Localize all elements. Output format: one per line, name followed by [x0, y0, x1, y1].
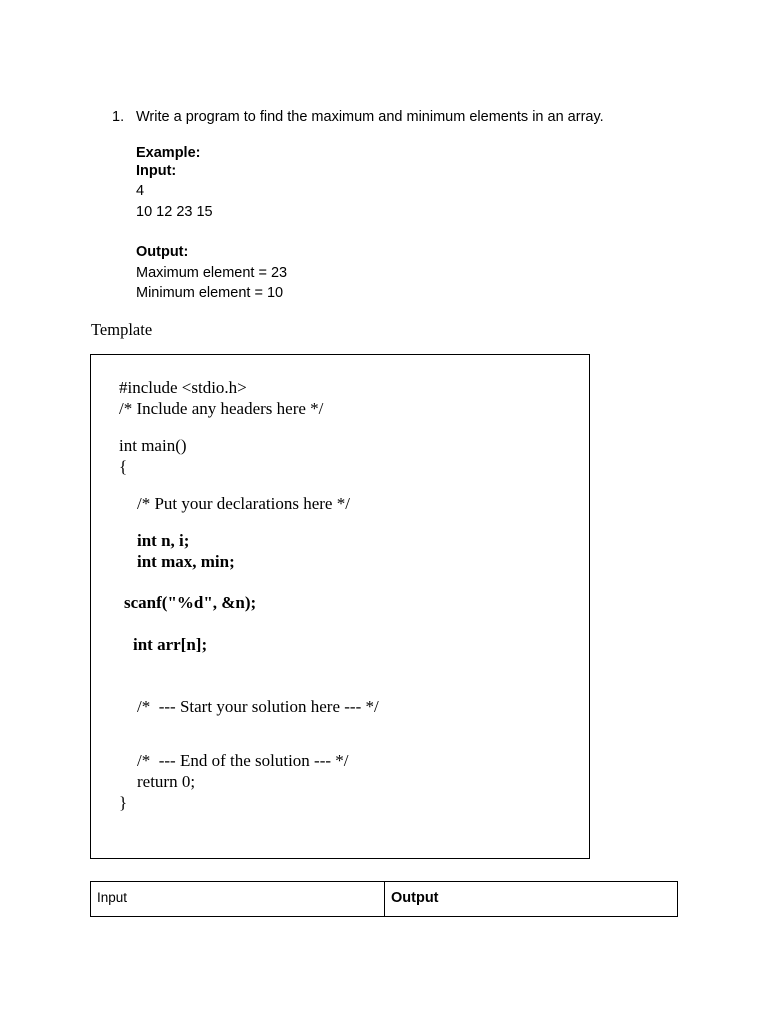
input-line-values: 10 12 23 15 [136, 203, 213, 220]
code-line-return: return 0; [137, 772, 196, 791]
code-line-declarations-comment: /* Put your declarations here */ [137, 494, 350, 513]
code-line-open-brace: { [119, 457, 128, 476]
code-line-close-brace: } [119, 793, 128, 812]
code-line-include: #include <stdio.h> [119, 378, 247, 397]
input-line-count: 4 [136, 183, 145, 199]
output-line-max: Maximum element = 23 [136, 264, 288, 281]
code-line-main: int main() [119, 436, 187, 455]
question-number: 1. [112, 109, 125, 125]
code-line-scanf: scanf("%d", &n); [124, 593, 257, 612]
io-table [90, 881, 678, 917]
input-label: Input: [136, 162, 177, 179]
example-gap [136, 222, 287, 242]
output-label: Output: [136, 244, 189, 260]
code-line-int-max-min: int max, min; [137, 552, 235, 571]
io-table-input-header: Input [91, 882, 385, 916]
example-block [136, 143, 287, 304]
code-line-int-n-i: int n, i; [137, 531, 190, 550]
code-template-box [90, 354, 590, 859]
code-line-end-solution: /* --- End of the solution --- */ [137, 751, 349, 770]
template-label: Template [91, 320, 153, 339]
code-line-int-arr: int arr[n]; [133, 635, 208, 654]
example-heading: Example: [136, 145, 201, 161]
question-text: Write a program to find the maximum and minimum elements in an array. [136, 109, 604, 125]
question-text-line [112, 109, 604, 125]
io-table-output-header: Output [391, 890, 439, 906]
code-line-headers-comment: /* Include any headers here */ [119, 399, 324, 418]
output-line-min: Minimum element = 10 [136, 285, 284, 301]
code-line-start-solution: /* --- Start your solution here --- */ [137, 697, 379, 716]
